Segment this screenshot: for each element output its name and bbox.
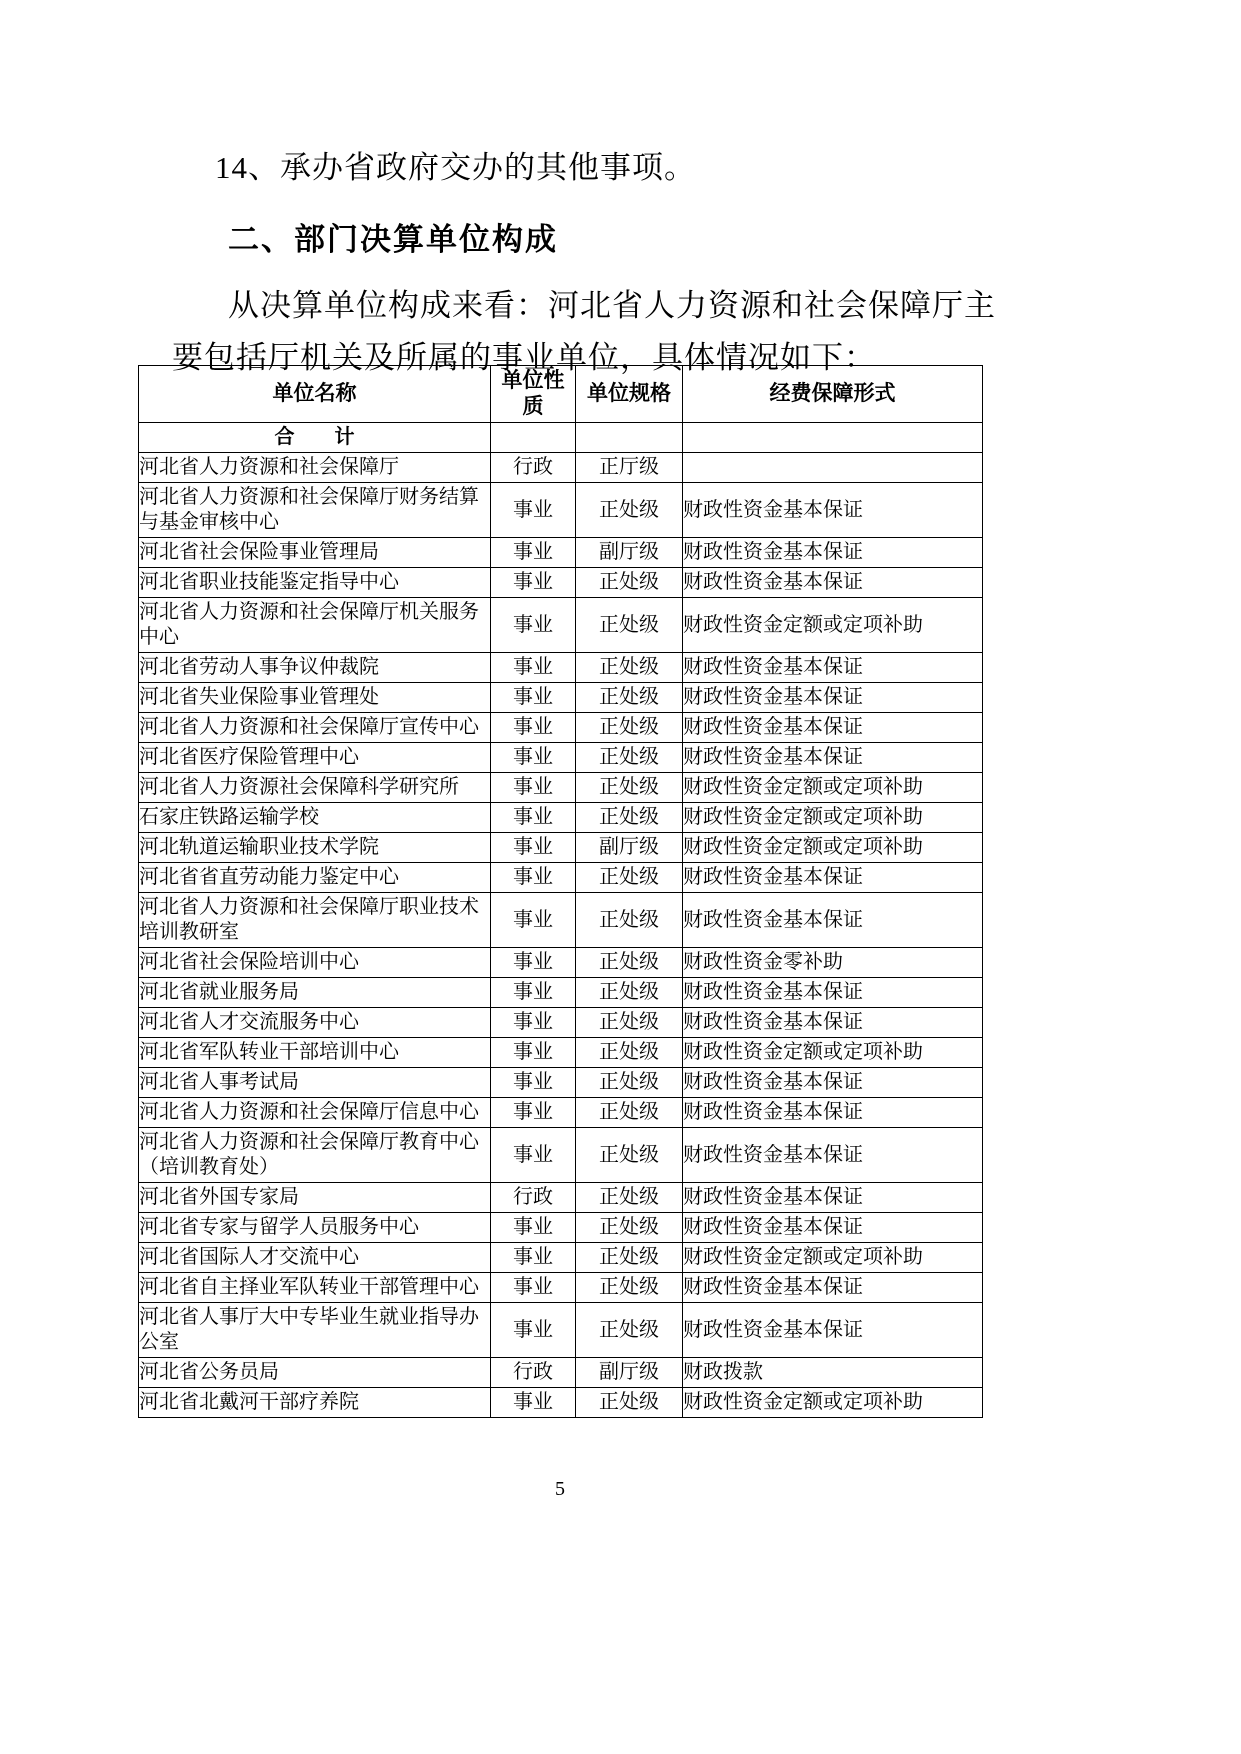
unit-grade-cell: 副厅级 [576, 833, 683, 863]
unit-name-cell: 河北省人力资源和社会保障厅职业技术培训教研室 [139, 893, 491, 948]
unit-name-cell: 河北省社会保险培训中心 [139, 948, 491, 978]
unit-row [139, 833, 983, 863]
unit-name-cell: 河北省省直劳动能力鉴定中心 [139, 863, 491, 893]
unit-nature-cell: 事业 [491, 1213, 576, 1243]
unit-grade-cell: 正处级 [576, 743, 683, 773]
unit-grade-cell: 正处级 [576, 1068, 683, 1098]
unit-nature-cell [491, 423, 576, 453]
unit-funding-cell: 财政性资金基本保证 [683, 1213, 983, 1243]
unit-grade-cell: 正处级 [576, 1243, 683, 1273]
unit-name-cell: 河北省人力资源社会保障科学研究所 [139, 773, 491, 803]
unit-funding-cell: 财政性资金定额或定项补助 [683, 803, 983, 833]
unit-name-cell: 河北省人力资源和社会保障厅财务结算与基金审核中心 [139, 483, 491, 538]
intro-paragraph-line2: 要包括厅机关及所属的事业单位，具体情况如下： [172, 340, 876, 375]
unit-name-cell: 河北省专家与留学人员服务中心 [139, 1213, 491, 1243]
unit-name-cell: 河北省人事考试局 [139, 1068, 491, 1098]
unit-row [139, 978, 983, 1008]
unit-row [139, 1303, 983, 1358]
unit-funding-cell: 财政性资金基本保证 [683, 1303, 983, 1358]
unit-grade-cell [576, 423, 683, 453]
unit-grade-cell: 正处级 [576, 773, 683, 803]
unit-nature-cell: 事业 [491, 1303, 576, 1358]
unit-nature-cell: 事业 [491, 538, 576, 568]
unit-funding-cell: 财政拨款 [683, 1358, 983, 1388]
unit-grade-cell: 正处级 [576, 1213, 683, 1243]
unit-grade-cell: 正处级 [576, 978, 683, 1008]
table-header-row [139, 366, 983, 423]
unit-nature-cell: 事业 [491, 978, 576, 1008]
unit-funding-cell: 财政性资金基本保证 [683, 893, 983, 948]
unit-funding-cell: 财政性资金基本保证 [683, 1273, 983, 1303]
unit-funding-cell: 财政性资金定额或定项补助 [683, 773, 983, 803]
unit-row [139, 1008, 983, 1038]
unit-row [139, 1213, 983, 1243]
unit-row [139, 653, 983, 683]
unit-row [139, 1098, 983, 1128]
unit-funding-cell: 财政性资金基本保证 [683, 1183, 983, 1213]
unit-row [139, 538, 983, 568]
unit-name-cell: 河北省人事厅大中专毕业生就业指导办公室 [139, 1303, 491, 1358]
unit-grade-cell: 正处级 [576, 1388, 683, 1418]
unit-nature-cell: 事业 [491, 1243, 576, 1273]
total-row [139, 423, 983, 453]
unit-grade-cell: 正厅级 [576, 453, 683, 483]
unit-nature-cell: 事业 [491, 948, 576, 978]
unit-nature-cell: 事业 [491, 1068, 576, 1098]
unit-nature-cell: 行政 [491, 1183, 576, 1213]
unit-funding-cell: 财政性资金基本保证 [683, 713, 983, 743]
unit-grade-cell: 正处级 [576, 803, 683, 833]
unit-funding-cell [683, 423, 983, 453]
unit-name-cell: 河北省公务员局 [139, 1358, 491, 1388]
unit-funding-cell: 财政性资金定额或定项补助 [683, 1038, 983, 1068]
unit-nature-cell: 事业 [491, 743, 576, 773]
unit-grade-cell: 正处级 [576, 653, 683, 683]
unit-row [139, 893, 983, 948]
unit-funding-cell: 财政性资金基本保证 [683, 538, 983, 568]
unit-grade-cell: 正处级 [576, 568, 683, 598]
unit-nature-cell: 事业 [491, 833, 576, 863]
unit-grade-cell: 正处级 [576, 1128, 683, 1183]
unit-funding-cell: 财政性资金定额或定项补助 [683, 833, 983, 863]
unit-name-cell: 河北省国际人才交流中心 [139, 1243, 491, 1273]
unit-name-cell: 河北省北戴河干部疗养院 [139, 1388, 491, 1418]
unit-name-cell: 河北省社会保险事业管理局 [139, 538, 491, 568]
units-table [138, 365, 983, 1418]
unit-row [139, 743, 983, 773]
unit-funding-cell: 财政性资金基本保证 [683, 743, 983, 773]
unit-funding-cell: 财政性资金零补助 [683, 948, 983, 978]
unit-funding-cell: 财政性资金定额或定项补助 [683, 1243, 983, 1273]
unit-funding-cell: 财政性资金基本保证 [683, 1068, 983, 1098]
unit-nature-cell: 事业 [491, 1008, 576, 1038]
unit-nature-cell: 事业 [491, 1388, 576, 1418]
unit-name-cell: 河北省自主择业军队转业干部管理中心 [139, 1273, 491, 1303]
intro-paragraph-line1: 从决算单位构成来看：河北省人力资源和社会保障厅主 [228, 288, 996, 323]
unit-row [139, 568, 983, 598]
unit-row [139, 1243, 983, 1273]
header-funding-form: 经费保障形式 [683, 366, 983, 423]
unit-nature-cell: 事业 [491, 713, 576, 743]
unit-row [139, 453, 983, 483]
unit-grade-cell: 正处级 [576, 948, 683, 978]
header-unit-grade: 单位规格 [576, 366, 683, 423]
unit-nature-cell: 事业 [491, 1128, 576, 1183]
page-number: 5 [555, 1478, 565, 1500]
unit-funding-cell: 财政性资金基本保证 [683, 1128, 983, 1183]
unit-nature-cell: 行政 [491, 453, 576, 483]
unit-funding-cell: 财政性资金基本保证 [683, 683, 983, 713]
unit-row [139, 1273, 983, 1303]
unit-grade-cell: 正处级 [576, 1038, 683, 1068]
units-table-body [139, 423, 983, 1418]
unit-nature-cell: 事业 [491, 893, 576, 948]
unit-name-cell: 河北省职业技能鉴定指导中心 [139, 568, 491, 598]
unit-row [139, 863, 983, 893]
unit-grade-cell: 正处级 [576, 483, 683, 538]
header-unit-name: 单位名称 [139, 366, 491, 423]
unit-row [139, 683, 983, 713]
unit-funding-cell: 财政性资金基本保证 [683, 863, 983, 893]
unit-nature-cell: 行政 [491, 1358, 576, 1388]
unit-name-cell: 河北省人力资源和社会保障厅 [139, 453, 491, 483]
unit-nature-cell: 事业 [491, 773, 576, 803]
unit-nature-cell: 事业 [491, 568, 576, 598]
unit-nature-cell: 事业 [491, 803, 576, 833]
unit-nature-cell: 事业 [491, 483, 576, 538]
unit-name-cell: 河北省人力资源和社会保障厅机关服务中心 [139, 598, 491, 653]
unit-nature-cell: 事业 [491, 863, 576, 893]
section-heading: 二、部门决算单位构成 [228, 222, 558, 257]
unit-row [139, 1038, 983, 1068]
unit-row [139, 1358, 983, 1388]
unit-name-cell: 河北省就业服务局 [139, 978, 491, 1008]
unit-name-cell: 石家庄铁路运输学校 [139, 803, 491, 833]
unit-row [139, 598, 983, 653]
unit-funding-cell: 财政性资金基本保证 [683, 568, 983, 598]
unit-grade-cell: 正处级 [576, 1273, 683, 1303]
unit-funding-cell [683, 453, 983, 483]
unit-nature-cell: 事业 [491, 1038, 576, 1068]
unit-nature-cell: 事业 [491, 598, 576, 653]
unit-funding-cell: 财政性资金定额或定项补助 [683, 598, 983, 653]
unit-nature-cell: 事业 [491, 653, 576, 683]
unit-grade-cell: 正处级 [576, 1098, 683, 1128]
unit-nature-cell: 事业 [491, 1273, 576, 1303]
unit-grade-cell: 正处级 [576, 863, 683, 893]
unit-name-cell: 河北省劳动人事争议仲裁院 [139, 653, 491, 683]
unit-funding-cell: 财政性资金基本保证 [683, 653, 983, 683]
unit-grade-cell: 副厅级 [576, 1358, 683, 1388]
unit-grade-cell: 正处级 [576, 598, 683, 653]
unit-nature-cell: 事业 [491, 683, 576, 713]
unit-row [139, 1388, 983, 1418]
unit-row [139, 803, 983, 833]
unit-name-cell: 河北省人力资源和社会保障厅教育中心（培训教育处） [139, 1128, 491, 1183]
unit-row [139, 713, 983, 743]
unit-row [139, 483, 983, 538]
unit-name-cell: 河北轨道运输职业技术学院 [139, 833, 491, 863]
unit-row [139, 948, 983, 978]
unit-row [139, 1183, 983, 1213]
list-item-14: 14、承办省政府交办的其他事项。 [215, 150, 696, 185]
unit-grade-cell: 正处级 [576, 1008, 683, 1038]
unit-name-cell: 河北省人力资源和社会保障厅信息中心 [139, 1098, 491, 1128]
unit-row [139, 1128, 983, 1183]
unit-nature-cell: 事业 [491, 1098, 576, 1128]
unit-grade-cell: 正处级 [576, 893, 683, 948]
unit-funding-cell: 财政性资金基本保证 [683, 483, 983, 538]
unit-funding-cell: 财政性资金基本保证 [683, 1008, 983, 1038]
unit-funding-cell: 财政性资金定额或定项补助 [683, 1388, 983, 1418]
unit-name-cell: 河北省失业保险事业管理处 [139, 683, 491, 713]
unit-grade-cell: 副厅级 [576, 538, 683, 568]
unit-name-cell: 河北省军队转业干部培训中心 [139, 1038, 491, 1068]
unit-name-cell: 河北省人才交流服务中心 [139, 1008, 491, 1038]
unit-grade-cell: 正处级 [576, 713, 683, 743]
unit-name-cell: 河北省人力资源和社会保障厅宣传中心 [139, 713, 491, 743]
unit-grade-cell: 正处级 [576, 683, 683, 713]
unit-name-cell: 合 计 [139, 423, 491, 453]
header-unit-nature: 单位性质 [491, 366, 576, 423]
unit-name-cell: 河北省医疗保险管理中心 [139, 743, 491, 773]
unit-row [139, 773, 983, 803]
unit-funding-cell: 财政性资金基本保证 [683, 978, 983, 1008]
unit-funding-cell: 财政性资金基本保证 [683, 1098, 983, 1128]
unit-grade-cell: 正处级 [576, 1183, 683, 1213]
unit-grade-cell: 正处级 [576, 1303, 683, 1358]
unit-row [139, 1068, 983, 1098]
unit-name-cell: 河北省外国专家局 [139, 1183, 491, 1213]
